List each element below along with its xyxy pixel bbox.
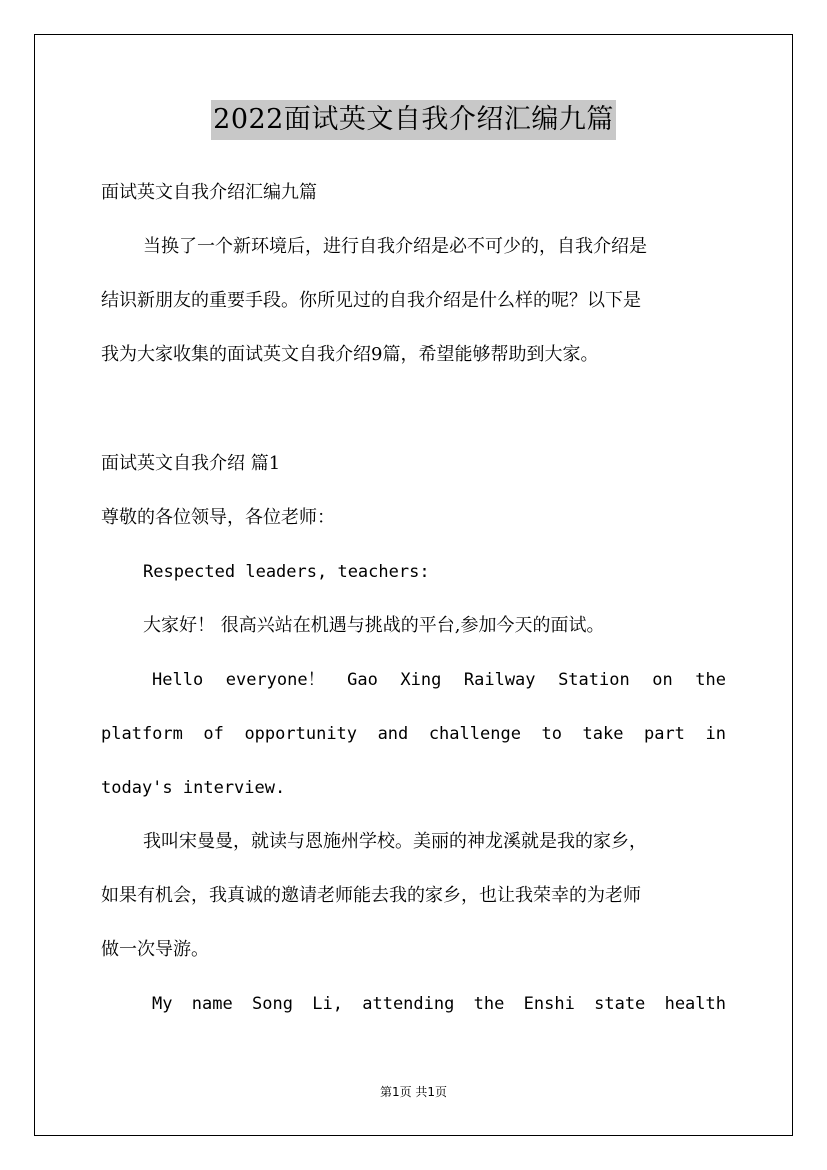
word: state [594,994,646,1014]
word: and [377,724,409,744]
word: Hello [152,670,204,690]
word: of [203,724,224,744]
word: health [664,994,726,1014]
word: to [541,724,562,744]
greeting-en: Respected leaders, teachers: [143,562,430,582]
word: the [695,670,726,690]
word: Song [252,994,293,1014]
word: Station [558,670,630,690]
word: name [191,994,233,1014]
paragraph-2-cn-line-3: 做一次导游。 [101,939,209,960]
paragraph-1-en-line-3: today's interview. [101,778,286,798]
word: on [652,670,673,690]
intro-line-1: 当换了一个新环境后，进行自我介绍是必不可少的，自我介绍是 [143,236,647,257]
word: take [582,724,624,744]
intro-line-3: 我为大家收集的面试英文自我介绍9篇，希望能够帮助到大家。 [101,344,599,365]
page-footer: 第1页 共1页 [379,1085,448,1099]
word: in [705,724,726,744]
word: opportunity [244,724,358,744]
word: Enshi [523,994,575,1014]
paragraph-2-cn-line-2: 如果有机会，我真诚的邀请老师能去我的家乡，也让我荣幸的为老师 [101,885,641,906]
paragraph-2-en-line-1 [152,991,726,1017]
word: challenge [428,724,521,744]
section-heading: 面试英文自我介绍 篇1 [101,453,281,474]
word: Li, [312,994,343,1014]
word: attending [362,994,455,1014]
word: Railway [463,670,536,690]
greeting-cn: 尊敬的各位领导，各位老师： [101,507,335,528]
word: Gao [347,670,378,690]
word: part [643,724,685,744]
paragraph-1-en-line-1 [152,667,726,693]
paragraph-1-en-line-2 [101,721,726,747]
paragraph-1-cn: 大家好！ 很高兴站在机遇与挑战的平台,参加今天的面试。 [143,615,605,636]
title-container [0,100,827,140]
paragraph-2-cn-line-1: 我叫宋曼曼，就读与恩施州学校。美丽的神龙溪就是我的家乡， [143,831,647,852]
subtitle: 面试英文自我介绍汇编九篇 [101,182,317,203]
word: platform [101,724,183,744]
word: My [152,994,173,1014]
intro-line-2: 结识新朋友的重要手段。你所见过的自我介绍是什么样的呢？以下是 [101,290,641,311]
word: the [473,994,505,1014]
document-title: 2022面试英文自我介绍汇编九篇 [211,100,616,140]
word: Xing [400,670,442,690]
word: everyone！ [225,670,325,690]
